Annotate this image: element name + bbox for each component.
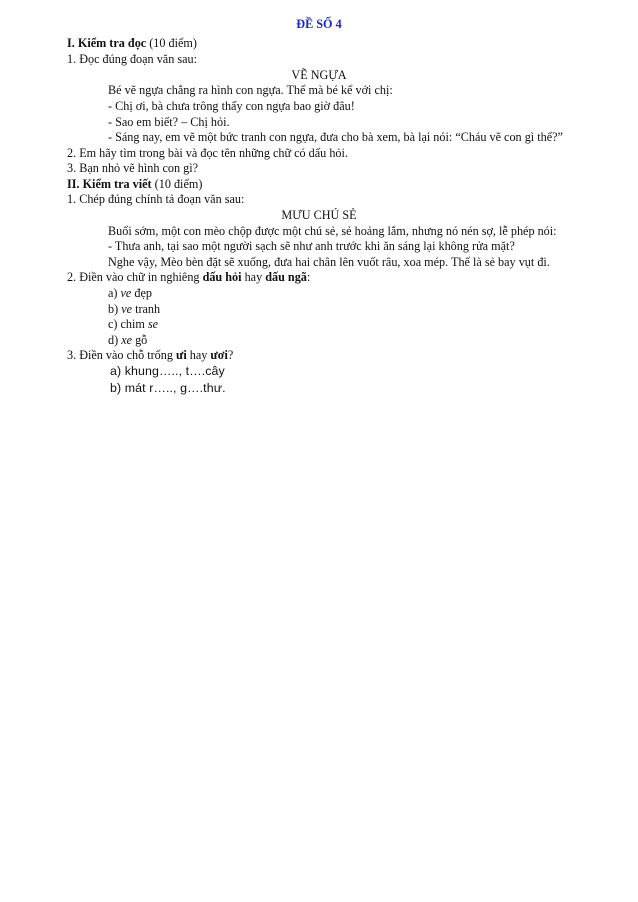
reading-question-3: 3. Bạn nhỏ vẽ hình con gì? xyxy=(67,161,198,175)
writing-question-3 xyxy=(67,348,233,363)
writing-question-2 xyxy=(67,270,310,285)
q2-3-bold-ui: ưi xyxy=(176,348,187,362)
writing-question-1: 1. Chép đúng chính tả đoạn văn sau: xyxy=(67,192,245,206)
q2-3-bold-uoi: ươi xyxy=(210,348,228,362)
q2-2-suffix: : xyxy=(306,270,311,284)
item-c xyxy=(108,317,158,332)
story2-paragraph-3: Nghe vậy, Mèo bèn đặt sẽ xuống, đưa hai chân lên vuốt râu, xoa mép. Thế là sẻ bay vụt đi. xyxy=(108,255,550,269)
story1-paragraph-3: - Sao em biết? – Chị hỏi. xyxy=(108,115,230,129)
story1-title: VẼ NGỰA xyxy=(291,68,347,82)
fill-item-b: b) mát r….., g….thư. xyxy=(110,381,226,395)
story2-title: MƯU CHÚ SẺ xyxy=(281,208,357,222)
item-b-prefix: b) xyxy=(108,302,122,316)
exam-title: ĐỀ SỐ 4 xyxy=(296,17,342,31)
item-c-prefix: c) chim xyxy=(108,317,148,331)
story1-paragraph-1: Bé vẽ ngựa chẳng ra hình con ngựa. Thế mà bé kể với chị: xyxy=(108,83,393,97)
q2-2-mid: hay xyxy=(241,270,266,284)
item-d-italic: xe xyxy=(121,333,133,347)
item-d xyxy=(108,333,147,348)
part1-points: (10 điểm) xyxy=(146,36,197,50)
part1-heading-label: I. Kiểm tra đọc xyxy=(67,36,147,50)
part2-heading xyxy=(67,177,202,192)
item-a-suffix: đẹp xyxy=(131,286,152,300)
item-b xyxy=(108,302,160,317)
story1-paragraph-4: - Sáng nay, em vẽ một bức tranh con ngựa, đưa cho bà xem, bà lại nói: “Cháu vẽ con gì thế?” xyxy=(108,130,563,144)
fill-item-a: a) khung….., t….cây xyxy=(110,364,225,378)
q2-3-suffix: ? xyxy=(227,348,234,362)
part2-points: (10 điểm) xyxy=(151,177,203,191)
q2-3-prefix: 3. Điền vào chỗ trống xyxy=(67,348,176,362)
item-a-italic: ve xyxy=(120,286,132,300)
q2-2-bold-nga: dấu ngã xyxy=(265,270,307,284)
story1-paragraph-2: - Chị ơi, bà chưa trông thấy con ngựa bao giờ đâu! xyxy=(108,99,355,113)
item-d-suffix: gỗ xyxy=(132,333,148,347)
q2-2-prefix: 2. Điền vào chữ in nghiêng xyxy=(67,270,203,284)
item-a xyxy=(108,286,152,301)
reading-question-1: 1. Đọc đúng đoạn văn sau: xyxy=(67,52,197,66)
story2-paragraph-1: Buổi sớm, một con mèo chộp được một chú sẻ, sẻ hoảng lắm, nhưng nó nén sợ, lễ phép nói: xyxy=(108,224,557,238)
part2-heading-label: II. Kiểm tra viết xyxy=(67,177,152,191)
item-a-prefix: a) xyxy=(108,286,121,300)
q2-2-bold-hoi: dấu hỏi xyxy=(202,270,242,284)
item-b-suffix: tranh xyxy=(132,302,161,316)
part1-heading xyxy=(67,36,197,51)
reading-question-2: 2. Em hãy tìm trong bài và đọc tên những chữ có dấu hỏi. xyxy=(67,146,348,160)
story2-paragraph-2: - Thưa anh, tại sao một người sạch sẽ như anh trước khi ăn sáng lại không rửa mặt? xyxy=(108,239,515,253)
item-d-prefix: d) xyxy=(108,333,122,347)
q2-3-mid: hay xyxy=(186,348,211,362)
item-c-italic: se xyxy=(147,317,159,331)
item-b-italic: ve xyxy=(121,302,133,316)
